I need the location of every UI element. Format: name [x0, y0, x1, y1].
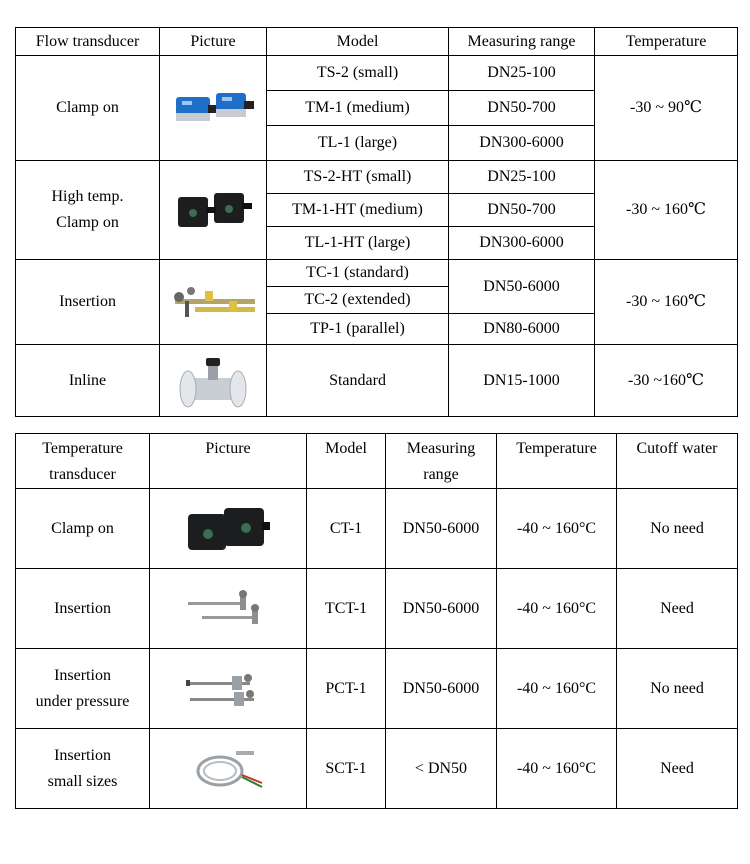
header-cutoff-water: Cutoff water — [617, 434, 738, 489]
table-row — [16, 729, 738, 809]
header-line-1: Temperature — [42, 440, 123, 457]
model-cell: CT-1 — [307, 489, 386, 569]
header-model: Model — [307, 434, 386, 489]
type-cell — [16, 489, 150, 569]
model-cell: TM-1-HT (medium) — [267, 194, 449, 227]
type-line-1: High temp. — [51, 188, 124, 205]
table-row — [16, 56, 738, 91]
temperature-cell: -40 ~ 160°C — [497, 649, 617, 729]
cutoff-cell: Need — [617, 569, 738, 649]
inline-flow-meter-icon — [168, 350, 258, 412]
range-cell: DN15-1000 — [449, 345, 595, 417]
range-cell: DN50-6000 — [386, 649, 497, 729]
temperature-cell: -30 ~ 160℃ — [595, 161, 738, 260]
small-size-temperature-sensor-icon — [178, 741, 278, 797]
picture-cell — [160, 260, 267, 345]
picture-cell — [150, 729, 307, 809]
header-temperature: Temperature — [595, 28, 738, 56]
range-cell: DN50-6000 — [449, 260, 595, 314]
type-cell — [16, 569, 150, 649]
model-cell: TL-1-HT (large) — [267, 227, 449, 260]
insertion-temperature-probes-icon — [178, 584, 278, 634]
model-cell: TS-2 (small) — [267, 56, 449, 91]
picture-cell — [150, 489, 307, 569]
table-row — [16, 345, 738, 417]
model-cell: PCT-1 — [307, 649, 386, 729]
table-row — [16, 260, 738, 287]
type-insertion: Insertion — [16, 260, 160, 345]
model-cell: TC-1 (standard) — [267, 260, 449, 287]
header-picture: Picture — [160, 28, 267, 56]
header-temperature: Temperature — [497, 434, 617, 489]
range-cell: DN300-6000 — [449, 126, 595, 161]
header-line-2: transducer — [49, 466, 116, 483]
insertion-transducers-icon — [165, 277, 261, 327]
model-cell: TM-1 (medium) — [267, 91, 449, 126]
header-picture: Picture — [150, 434, 307, 489]
table-row — [16, 649, 738, 729]
range-cell: DN50-700 — [449, 194, 595, 227]
range-cell: DN80-6000 — [449, 314, 595, 345]
range-cell: DN50-6000 — [386, 489, 497, 569]
temperature-cell: -30 ~ 160℃ — [595, 260, 738, 345]
type-clamp-on: Clamp on — [16, 56, 160, 161]
header-flow-transducer: Flow transducer — [16, 28, 160, 56]
clamp-on-temperature-sensors-icon — [178, 498, 278, 560]
temperature-cell: -30 ~160℃ — [595, 345, 738, 417]
black-high-temp-transducers-icon — [168, 183, 258, 237]
model-cell: TP-1 (parallel) — [267, 314, 449, 345]
cutoff-cell: Need — [617, 729, 738, 809]
table-row — [16, 569, 738, 649]
cutoff-cell: No need — [617, 489, 738, 569]
pressure-insertion-probes-icon — [178, 664, 278, 714]
header-line-1: Measuring — [406, 440, 476, 457]
picture-cell — [150, 569, 307, 649]
header-model: Model — [267, 28, 449, 56]
picture-cell — [160, 345, 267, 417]
temperature-transducer-table — [15, 433, 738, 809]
type-cell — [16, 649, 150, 729]
temperature-cell: -40 ~ 160°C — [497, 569, 617, 649]
model-cell: TS-2-HT (small) — [267, 161, 449, 194]
type-line-2: small sizes — [47, 772, 118, 790]
type-cell — [16, 729, 150, 809]
temp-table-header-row — [16, 434, 738, 489]
flow-transducer-table — [15, 27, 738, 417]
type-line-1: Clamp on — [51, 519, 114, 537]
range-cell: DN50-700 — [449, 91, 595, 126]
picture-cell — [160, 56, 267, 161]
type-line-2: under pressure — [35, 692, 130, 710]
model-cell: Standard — [267, 345, 449, 417]
range-cell: DN25-100 — [449, 56, 595, 91]
type-line-2: Clamp on — [56, 214, 119, 231]
range-cell: DN50-6000 — [386, 569, 497, 649]
cutoff-cell: No need — [617, 649, 738, 729]
header-line-2: range — [423, 466, 459, 483]
range-cell: < DN50 — [386, 729, 497, 809]
model-cell: TCT-1 — [307, 569, 386, 649]
model-cell: SCT-1 — [307, 729, 386, 809]
type-line-1: Insertion — [54, 666, 111, 684]
range-cell: DN300-6000 — [449, 227, 595, 260]
type-inline: Inline — [16, 345, 160, 417]
temperature-cell: -40 ~ 160°C — [497, 489, 617, 569]
type-line-1: Insertion — [54, 599, 111, 617]
picture-cell — [150, 649, 307, 729]
model-cell: TC-2 (extended) — [267, 287, 449, 314]
header-measuring-range: Measuring range — [449, 28, 595, 56]
type-high-temp-clamp-on — [16, 161, 160, 260]
temperature-cell: -40 ~ 160°C — [497, 729, 617, 809]
header-temperature-transducer — [16, 434, 150, 489]
flow-table-header-row — [16, 28, 738, 56]
range-cell: DN25-100 — [449, 161, 595, 194]
table-row — [16, 161, 738, 194]
model-cell: TL-1 (large) — [267, 126, 449, 161]
picture-cell — [160, 161, 267, 260]
temperature-cell: -30 ~ 90℃ — [595, 56, 738, 161]
header-measuring-range — [386, 434, 497, 489]
table-row — [16, 489, 738, 569]
type-line-1: Insertion — [54, 746, 111, 764]
blue-clamp-on-transducers-icon — [168, 83, 258, 133]
